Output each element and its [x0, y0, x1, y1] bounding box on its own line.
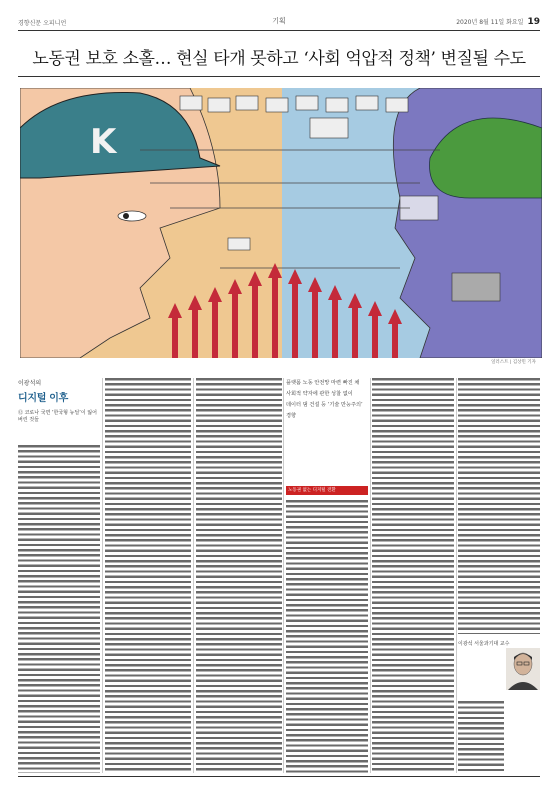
illustration-credit: 일러스트 | 김상민 기자: [491, 360, 536, 365]
bottom-rule: [18, 776, 540, 777]
eye: [118, 211, 146, 221]
column-rule: [193, 378, 194, 773]
pull-quotes: [286, 378, 368, 422]
series-kicker: 이광석의: [18, 380, 42, 387]
article-headline: 노동권 보호 소홀… 현실 타개 못하고 ‘사회 억압적 정책’ 변질될 수도: [32, 49, 526, 69]
page-number: 19: [527, 17, 540, 27]
cap-letter: K: [90, 122, 117, 162]
column-rule: [102, 378, 103, 773]
author-photo: [506, 648, 540, 690]
robot-grille: [452, 273, 500, 301]
text-column-6-tail: [458, 696, 504, 773]
text-column-5: [372, 378, 454, 773]
pull-quote: 데이터 댐 건설 등 ‘기술 만능주의’ 경향: [286, 402, 363, 419]
illustration-svg: [20, 88, 542, 358]
text-column-4: [286, 500, 368, 773]
date-page: [456, 17, 540, 27]
column-rule: [456, 378, 457, 773]
series-subtitle: ⑫ 코로나 국면 ‘한국형 뉴딜’이 잃어버린 것들: [18, 410, 97, 423]
page-header: [18, 14, 540, 28]
masthead: 경향신문 오피니언: [18, 20, 67, 27]
red-section-label: 노동권 없는 디지털 전환: [286, 486, 368, 495]
series-box: [18, 378, 98, 424]
text-column-3: [196, 378, 282, 773]
byline-label: 이광석 서울과기대 교수: [458, 641, 510, 647]
illustration: [20, 88, 542, 358]
top-rule: [18, 30, 540, 31]
author-photo-svg: [506, 648, 540, 690]
text-column-6: [458, 378, 540, 634]
text-column-1: [18, 445, 100, 773]
pull-quote: 플랫폼 노동 안전망 마련 빠진 채: [286, 380, 360, 386]
series-title: 디지털 이후: [18, 393, 68, 404]
column-rule: [283, 378, 284, 773]
text-column-2: [105, 378, 191, 773]
section-label: 기획: [272, 17, 286, 25]
column-rule: [370, 378, 371, 773]
issue-date: 2020년 8월 11일 화요일: [456, 19, 524, 26]
headline-rule: [18, 76, 540, 77]
pull-quote: 사회적 약자에 관한 성찰 없이: [286, 391, 353, 397]
